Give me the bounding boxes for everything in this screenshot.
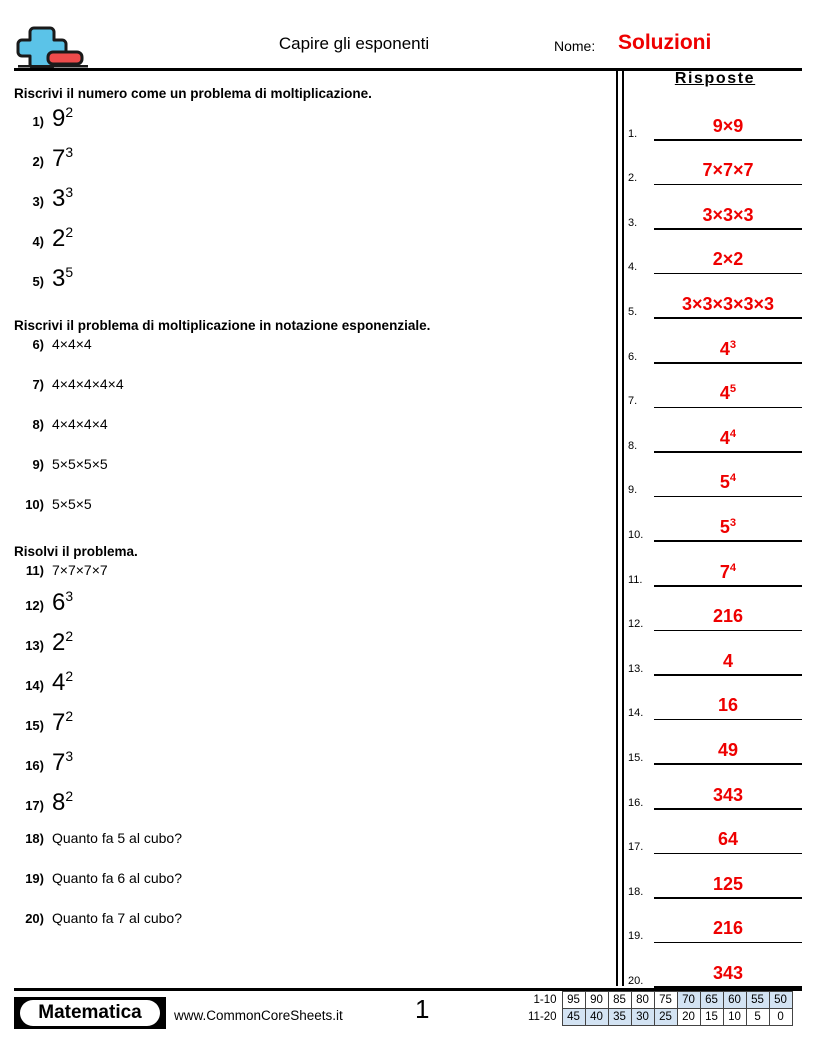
answer-exponent-base: 4 [719, 427, 730, 448]
answer-row [628, 811, 802, 856]
exponent-power: 2 [65, 668, 74, 684]
answer-value: 16 [717, 695, 739, 716]
answer-exponent-base: 5 [719, 472, 730, 493]
answer-blank-line [654, 407, 802, 409]
answer-value: 216 [712, 606, 744, 627]
answer-number: 14. [628, 707, 644, 720]
answer-number: 12. [628, 618, 644, 631]
section-heading: Riscrivi il numero come un problema di moltiplicazione. [14, 86, 372, 101]
question-number: 9) [32, 457, 44, 472]
site-url: www.CommonCoreSheets.it [174, 1008, 343, 1023]
answer-number: 16. [628, 796, 644, 809]
question-text [52, 750, 73, 776]
question-text [52, 106, 73, 132]
exponent-power: 3 [65, 588, 74, 604]
question-row [14, 562, 604, 578]
answer-blank-line [654, 897, 802, 899]
answer-row [628, 275, 802, 320]
answer-exponent-power: 5 [729, 383, 737, 396]
exponent-power: 2 [65, 224, 74, 240]
score-grid-cell: 95 [562, 992, 585, 1009]
answer-row [628, 900, 802, 945]
exponent-base: 6 [52, 589, 66, 616]
question-number: 6) [32, 337, 44, 352]
answer-value [654, 383, 802, 404]
exponent-base: 7 [52, 749, 66, 776]
section-heading: Risolvi il problema. [14, 544, 138, 559]
answer-row [628, 944, 802, 989]
answer-blank-line [654, 942, 802, 944]
question-text: 4×4×4×4×4 [52, 376, 124, 392]
question-number: 8) [32, 417, 44, 432]
question-number: 14) [25, 678, 44, 693]
answer-row [628, 588, 802, 633]
page-number: 1 [415, 994, 430, 1024]
question-row [14, 226, 604, 252]
question-row [14, 870, 604, 886]
score-grid-cell: 35 [608, 1009, 631, 1026]
answer-number: 8. [628, 439, 638, 452]
answer-number: 11. [628, 573, 643, 586]
answer-exponent-base: 7 [719, 561, 730, 582]
answer-row [628, 721, 802, 766]
score-grid-cell: 70 [677, 992, 700, 1009]
answer-blank-line [654, 540, 802, 542]
answer-blank-line [654, 139, 802, 141]
exponent-base: 2 [52, 629, 66, 656]
answer-row [628, 409, 802, 454]
exponent-power: 3 [65, 184, 74, 200]
answer-row [628, 766, 802, 811]
question-text [52, 266, 73, 292]
answer-value [654, 339, 802, 360]
answer-row [628, 855, 802, 900]
question-number: 19) [25, 871, 44, 886]
question-number: 10) [25, 497, 44, 512]
question-text: 7×7×7×7 [52, 562, 108, 578]
answer-blank-line [654, 451, 802, 453]
brand-label: Matematica [20, 1000, 160, 1026]
score-grid-row [528, 992, 792, 1009]
answer-exponent-power: 4 [729, 472, 737, 485]
score-grid-cell: 15 [700, 1009, 723, 1026]
answer-row [628, 454, 802, 499]
answers-list [628, 97, 802, 989]
score-grid-row [528, 1009, 792, 1026]
name-value: Soluzioni [618, 31, 712, 54]
exponent-base: 4 [52, 669, 66, 696]
score-grid-cell: 40 [585, 1009, 608, 1026]
answer-blank-line [654, 674, 802, 676]
answer-number: 5. [628, 305, 638, 318]
question-text: Quanto fa 6 al cubo? [52, 870, 182, 886]
answer-blank-line [654, 763, 802, 765]
exponent-power: 2 [65, 788, 74, 804]
exponent-power: 2 [65, 628, 74, 644]
answer-row [628, 543, 802, 588]
question-text [52, 186, 73, 212]
answer-value: 343 [712, 962, 744, 983]
question-row [14, 186, 604, 212]
question-number: 3) [32, 194, 44, 209]
answer-row [628, 186, 802, 231]
question-number: 12) [25, 598, 44, 613]
question-text [52, 226, 73, 252]
answer-number: 3. [628, 216, 638, 229]
score-grid-cell: 50 [769, 992, 792, 1009]
answer-blank-line [654, 362, 802, 364]
score-grid-cell: 90 [585, 992, 608, 1009]
question-text [52, 790, 73, 816]
question-row [14, 790, 604, 816]
answer-number: 10. [628, 528, 644, 541]
score-grid-cell: 80 [631, 992, 654, 1009]
answer-value: 7×7×7 [702, 160, 754, 181]
page-title: Capire gli esponenti [278, 34, 430, 53]
question-row [14, 456, 604, 472]
exponent-power: 3 [65, 144, 74, 160]
answer-value: 49 [717, 739, 739, 760]
answer-blank-line [654, 228, 802, 230]
question-text [52, 670, 73, 696]
question-row [14, 590, 604, 616]
answer-blank-line [654, 273, 802, 275]
answer-value: 343 [712, 784, 744, 805]
question-number: 20) [25, 911, 44, 926]
answer-number: 2. [628, 172, 638, 185]
question-text: 5×5×5×5 [52, 456, 108, 472]
question-row [14, 830, 604, 846]
question-row [14, 910, 604, 926]
answer-row [628, 632, 802, 677]
answer-blank-line [654, 184, 802, 186]
question-number: 18) [25, 831, 44, 846]
answer-number: 9. [628, 484, 638, 497]
question-number: 7) [32, 377, 44, 392]
question-number: 4) [32, 234, 44, 249]
score-grid-cell: 65 [700, 992, 723, 1009]
exponent-base: 7 [52, 709, 66, 736]
score-grid-cell: 85 [608, 992, 631, 1009]
answer-row [628, 97, 802, 142]
answer-number: 18. [628, 885, 644, 898]
answer-value: 4 [722, 650, 733, 671]
question-number: 17) [25, 798, 44, 813]
score-grid-cell: 75 [654, 992, 677, 1009]
answer-row [628, 498, 802, 543]
score-grid-cell: 10 [723, 1009, 746, 1026]
answer-number: 13. [628, 662, 644, 675]
question-number: 11) [25, 563, 44, 578]
question-text [52, 590, 73, 616]
worksheet-header [14, 22, 802, 68]
answer-exponent-power: 3 [729, 516, 737, 529]
answer-number: 6. [628, 350, 638, 363]
answer-value: 64 [717, 829, 739, 850]
answer-exponent-power: 4 [729, 427, 737, 440]
score-grid-cell: 30 [631, 1009, 654, 1026]
question-row [14, 146, 604, 172]
exponent-base: 3 [52, 265, 66, 292]
answer-exponent-base: 4 [719, 383, 730, 404]
question-row [14, 416, 604, 432]
question-text: 4×4×4 [52, 336, 92, 352]
score-grid [528, 991, 793, 1026]
answer-value: 3×3×3 [702, 204, 754, 225]
answers-column [628, 70, 802, 989]
score-grid-row-label: 1-10 [533, 994, 557, 1006]
answer-value: 2×2 [712, 249, 744, 270]
question-text: 4×4×4×4 [52, 416, 108, 432]
question-row [14, 750, 604, 776]
answer-blank-line [654, 808, 802, 810]
answer-number: 4. [628, 261, 638, 274]
question-row [14, 710, 604, 736]
answer-value: 3×3×3×3×3 [681, 293, 775, 314]
answer-exponent-base: 4 [719, 338, 730, 359]
score-grid-cell: 20 [677, 1009, 700, 1026]
answer-value: 9×9 [712, 115, 744, 136]
answer-row [628, 142, 802, 187]
score-grid-cell: 45 [562, 1009, 585, 1026]
exponent-base: 7 [52, 145, 66, 172]
question-text: Quanto fa 5 al cubo? [52, 830, 182, 846]
answer-number: 17. [628, 841, 644, 854]
question-number: 13) [25, 638, 44, 653]
question-number: 15) [25, 718, 44, 733]
score-grid-cell: 0 [769, 1009, 792, 1026]
question-row [14, 496, 604, 512]
answer-row [628, 231, 802, 276]
question-row [14, 670, 604, 696]
answer-value [654, 562, 802, 583]
answer-blank-line [654, 719, 802, 721]
question-row [14, 106, 604, 132]
answer-row [628, 677, 802, 722]
answer-exponent-power: 4 [729, 561, 737, 574]
question-text [52, 710, 73, 736]
score-grid-cell: 55 [746, 992, 769, 1009]
column-divider [616, 68, 625, 986]
answer-number: 15. [628, 751, 644, 764]
answer-value [654, 517, 802, 538]
score-grid-cell: 25 [654, 1009, 677, 1026]
answer-value [654, 472, 802, 493]
question-number: 16) [25, 758, 44, 773]
question-number: 2) [32, 154, 44, 169]
question-text: 5×5×5 [52, 496, 92, 512]
exponent-base: 3 [52, 185, 66, 212]
score-grid-cell: 5 [746, 1009, 769, 1026]
answer-number: 19. [628, 930, 644, 943]
question-number: 1) [32, 114, 44, 129]
answer-value: 216 [712, 918, 744, 939]
answer-blank-line [654, 853, 802, 855]
answer-exponent-power: 3 [729, 338, 737, 351]
answer-row [628, 365, 802, 410]
exponent-power: 3 [65, 748, 74, 764]
plus-minus-logo-icon [14, 22, 92, 68]
brand-badge [14, 997, 166, 1029]
exponent-base: 9 [52, 105, 66, 132]
answer-blank-line [654, 585, 802, 587]
answer-number: 1. [628, 127, 638, 140]
answer-value: 125 [712, 873, 744, 894]
exponent-base: 8 [52, 789, 66, 816]
answer-blank-line [654, 630, 802, 632]
question-row [14, 336, 604, 352]
score-grid-cell: 60 [723, 992, 746, 1009]
answer-value [654, 428, 802, 449]
answer-row [628, 320, 802, 365]
question-text [52, 146, 73, 172]
question-row [14, 630, 604, 656]
score-grid-row-label: 11-20 [528, 1011, 557, 1023]
answer-number: 7. [628, 395, 638, 408]
answer-exponent-base: 5 [719, 516, 730, 537]
exponent-base: 2 [52, 225, 66, 252]
section-heading: Riscrivi il problema di moltiplicazione in notazione esponenziale. [14, 318, 431, 333]
answer-blank-line [654, 496, 802, 498]
answers-title: Risposte [674, 70, 756, 87]
exponent-power: 2 [65, 104, 74, 120]
question-number: 5) [32, 274, 44, 289]
answer-blank-line [654, 317, 802, 319]
question-text: Quanto fa 7 al cubo? [52, 910, 182, 926]
name-label: Nome: [554, 38, 596, 54]
exponent-power: 5 [65, 264, 74, 280]
exponent-power: 2 [65, 708, 74, 724]
question-row [14, 266, 604, 292]
answer-number: 20. [628, 974, 644, 987]
question-text [52, 630, 73, 656]
question-row [14, 376, 604, 392]
